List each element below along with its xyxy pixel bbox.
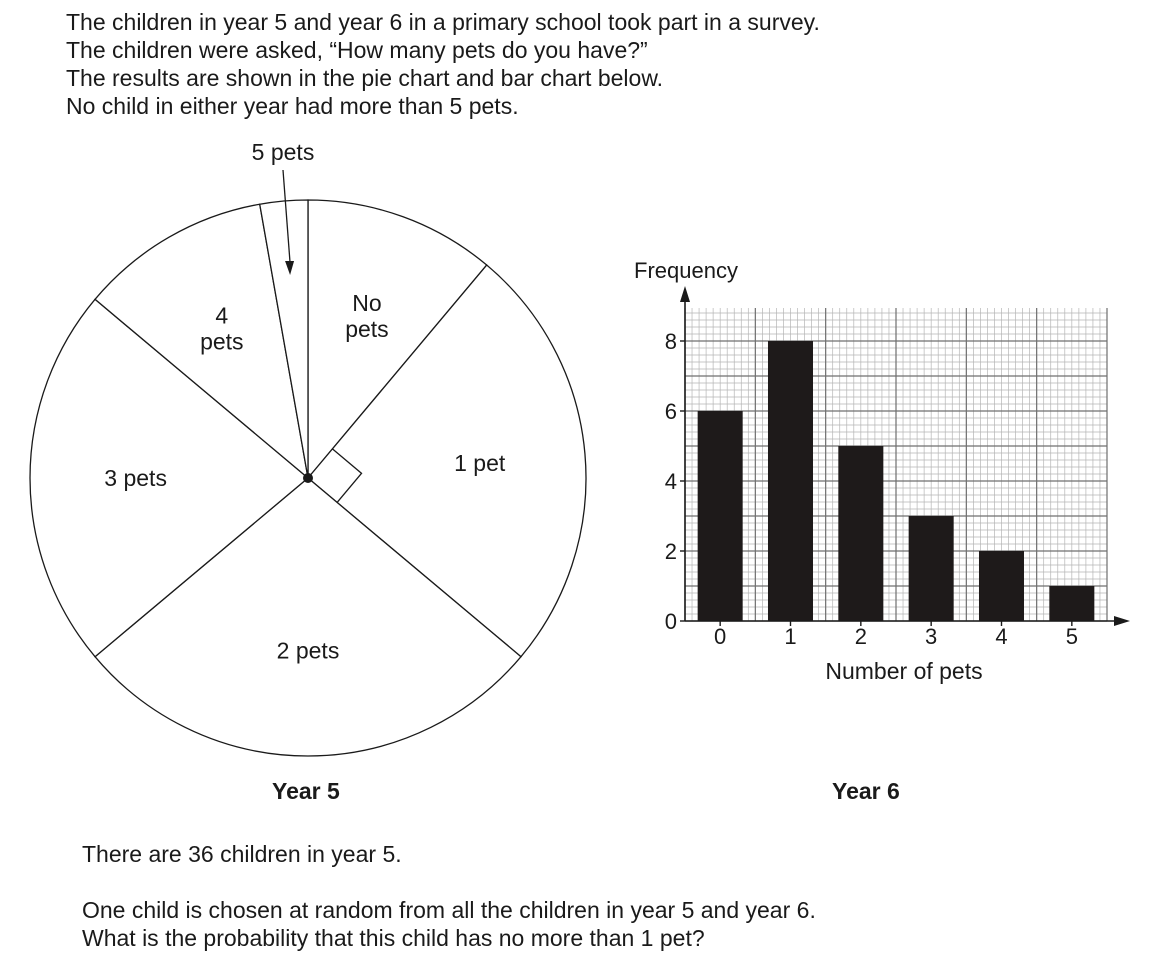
pie-label-3-pets: 3 pets xyxy=(104,465,167,491)
y-tick-label: 2 xyxy=(664,539,677,564)
pie-label-2-pets: 2 pets xyxy=(276,637,340,664)
bar-pets-3 xyxy=(909,516,954,621)
pie-label-5-pets: 5 pets xyxy=(251,139,315,165)
x-tick-label: 2 xyxy=(854,624,867,649)
question-text-1: There are 36 children in year 5. xyxy=(82,841,402,867)
intro-text xyxy=(66,8,820,120)
y-tick-label: 8 xyxy=(664,329,677,354)
x-tick-label: 3 xyxy=(925,624,938,649)
intro-line: No child in either year had more than 5 pets. xyxy=(66,93,519,119)
pie-label-no-pets: No pets xyxy=(345,290,389,343)
y-tick-label: 4 xyxy=(664,469,677,494)
pie-chart-title: Year 5 xyxy=(272,778,340,804)
y-tick-label: 6 xyxy=(664,399,677,424)
y-axis-arrow xyxy=(680,286,690,302)
bar-pets-1 xyxy=(768,341,813,621)
intro-line: The children were asked, “How many pets do you have?” xyxy=(66,37,648,63)
x-tick-label: 1 xyxy=(784,624,797,649)
intro-line: The results are shown in the pie chart and bar chart below. xyxy=(66,65,664,91)
intro-line: The children in year 5 and year 6 in a primary school took part in a survey. xyxy=(66,9,820,35)
x-axis-label: Number of pets xyxy=(825,658,983,684)
y-axis-label: Frequency xyxy=(634,258,738,283)
question-text-3: What is the probability that this child has no more than 1 pet? xyxy=(82,925,705,951)
year5-pie-chart xyxy=(0,130,640,770)
x-tick-label: 4 xyxy=(995,624,1008,649)
question-text-2: One child is chosen at random from all the children in year 5 and year 6. xyxy=(82,897,816,923)
year6-bar-chart xyxy=(600,250,1160,700)
bar-pets-0 xyxy=(698,411,743,621)
bar-pets-5 xyxy=(1049,586,1094,621)
bar-pets-4 xyxy=(979,551,1024,621)
x-axis-arrow xyxy=(1114,616,1130,626)
pie-label-1-pet: 1 pet xyxy=(454,449,506,476)
x-tick-label: 0 xyxy=(714,624,727,649)
pie-center-dot xyxy=(303,473,313,483)
x-tick-label: 5 xyxy=(1065,624,1078,649)
bar-chart-title: Year 6 xyxy=(832,778,900,804)
y-tick-label: 0 xyxy=(664,609,677,634)
bar-pets-2 xyxy=(838,446,883,621)
pie-label-4-pets: 4 pets xyxy=(200,302,244,355)
